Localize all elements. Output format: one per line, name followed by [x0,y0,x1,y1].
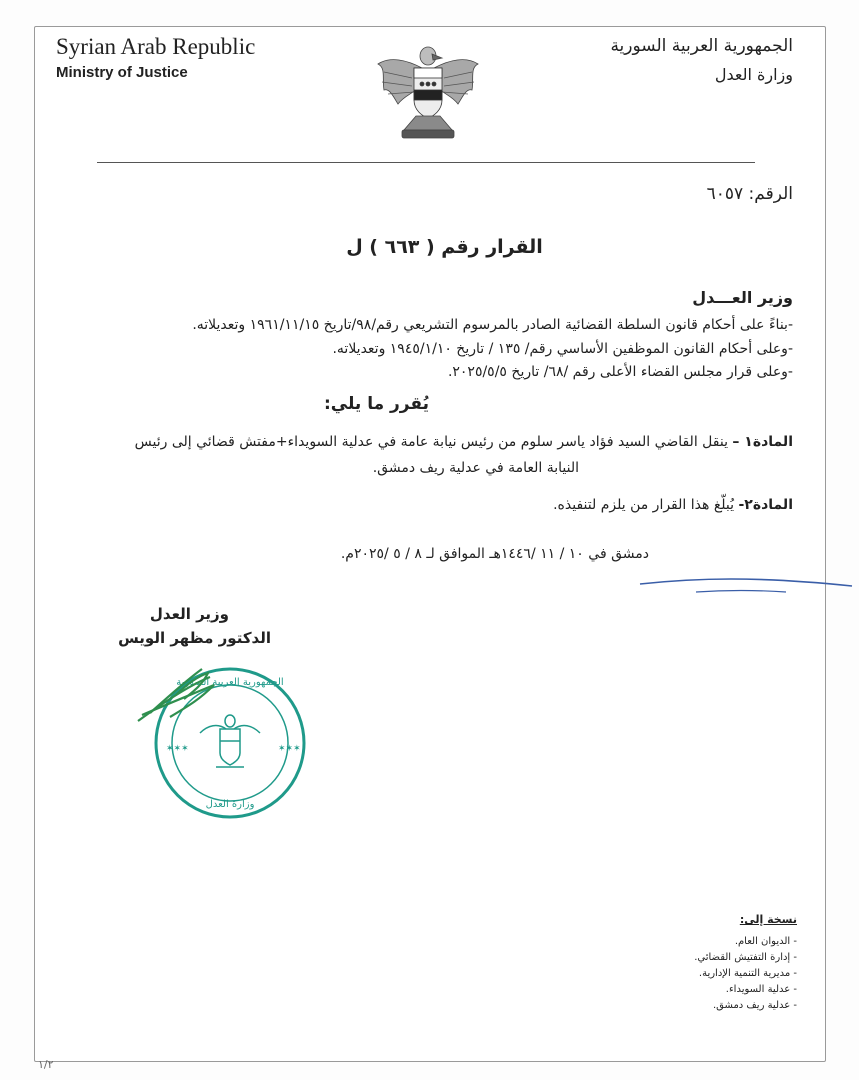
copies-list [694,912,797,1014]
preamble-line: -وعلى قرار مجلس القضاء الأعلى رقم /٦٨/ تاريخ ٢٠٢٥/٥/٥. [447,364,793,380]
reference-number: الرقم: ٦٠٥٧ [706,184,793,204]
copy-recipient: - عدلية ريف دمشق. [713,1000,797,1011]
copy-recipient: - مديرية التنمية الإدارية. [698,968,797,979]
article-2-label: المادة٢- [738,497,793,513]
svg-text:✶✶✶: ✶✶✶ [278,744,301,754]
eagle-emblem-icon [372,38,484,144]
date-line: دمشق في ١٠ / ١١ /١٤٤٦هـ الموافق لـ ٨ / ٥ /٢٠٢٥م. [340,546,649,562]
article-2-text: يُبلّغ هذا القرار من يلزم لتنفيذه. [553,497,735,513]
article-2 [103,497,793,513]
preamble-line: -بناءً على أحكام قانون السلطة القضائية الصادر بالمرسوم التشريعي رقم/٩٨/تاريخ ١٩٦١/١١/١٥ وتعديلاته. [192,317,793,333]
arabic-ministry-name: وزارة العدل [714,65,793,84]
copy-recipient: - الديوان العام. [734,936,797,947]
signatory-name: الدكتور مظهر الويس [118,629,271,647]
minister-heading: وزير العـــدل [692,288,793,307]
copies-title: نسخة إلى: [739,913,797,926]
signatory-title: وزير العدل [149,605,229,623]
copy-recipient: - عدلية السويداء. [725,984,797,995]
decision-title: القرار رقم ( ٦٦٣ ) ل [346,236,543,258]
article-1-label: المادة١ – [732,434,793,450]
svg-text:✶✶✶: ✶✶✶ [166,744,189,754]
english-ministry-name: Ministry of Justice [56,64,188,81]
header-divider [97,162,755,163]
copy-recipient: - إدارة التفتيش القضائي. [694,952,797,963]
pen-stroke-mark [636,572,856,602]
official-seal-stamp [130,655,314,820]
preamble [103,314,793,385]
article-1-continuation: النيابة العامة في عدلية ريف دمشق. [372,460,579,476]
preamble-line: -وعلى أحكام القانون الموظفين الأساسي رقم/ ١٣٥ / تاريخ ١٩٤٥/١/١٠ وتعديلاته. [332,340,793,357]
page-number: ١/٢ [38,1058,54,1071]
english-country-name: Syrian Arab Republic [56,34,256,59]
article-1-text: ينقل القاضي السيد فؤاد ياسر سلوم من رئيس نيابة عامة في عدلية السويداء+مفتش قضائي إلى رئيس [134,434,728,450]
seal-top-text: الجمهورية العربية السورية [176,677,284,688]
article-1 [103,428,793,456]
seal-bottom-text: وزارة العدل [205,799,255,810]
document-page [34,26,826,1062]
arabic-country-name: الجمهورية العربية السورية [610,36,793,56]
decides-heading: يُقرر ما يلي: [323,394,429,414]
